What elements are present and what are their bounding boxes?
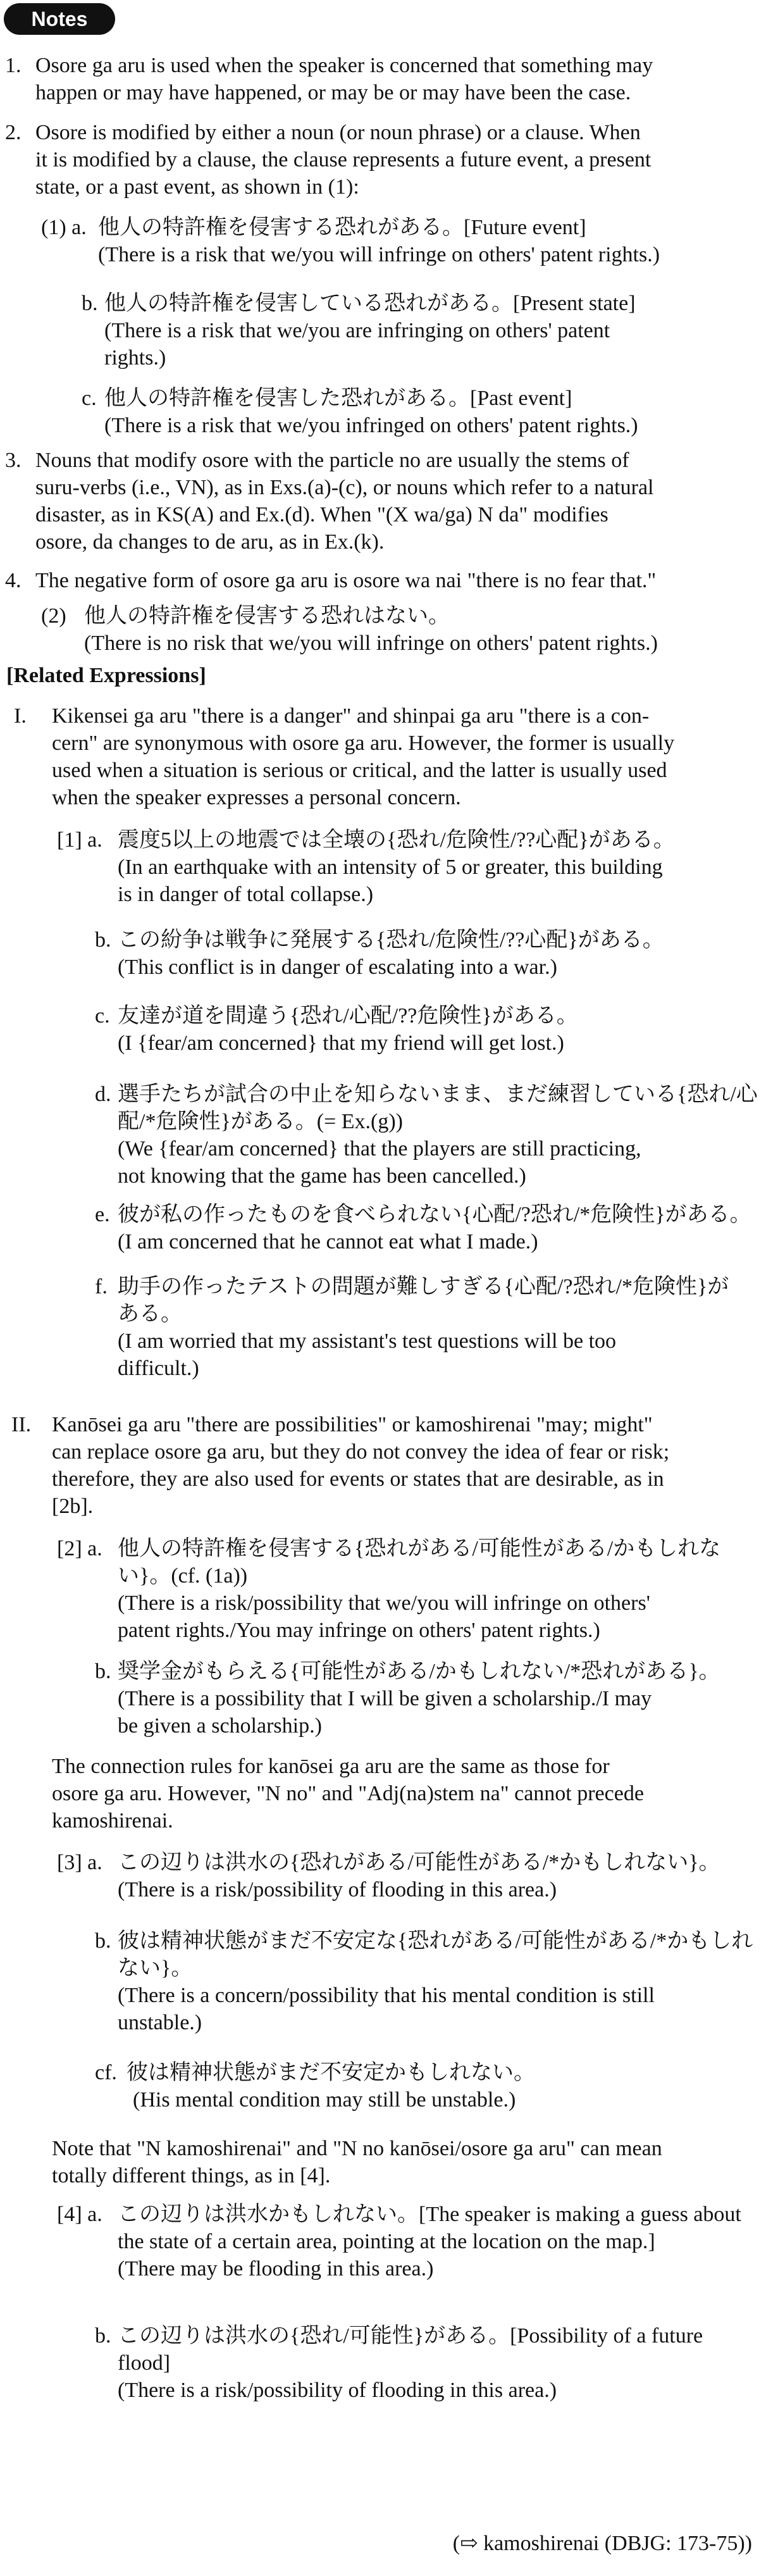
example-r1e bbox=[57, 1201, 759, 1255]
note-number: 4. bbox=[5, 569, 22, 592]
related-line: can replace osore ga aru, but they do not convey the idea of fear or risk; bbox=[52, 1440, 670, 1464]
note-line: osore, da changes to de aru, as in Ex.(k). bbox=[35, 530, 385, 554]
example-en: patent rights./You may infringe on others' patent rights.) bbox=[118, 1619, 600, 1642]
example-en: (There is a risk/possibility of flooding in this area.) bbox=[118, 2379, 557, 2402]
example-jp: 友達が道を間違う{恐れ/心配/??危険性}がある。 bbox=[118, 1004, 578, 1028]
note-line: disaster, as in KS(A) and Ex.(d). When "(X wa/ga) N da" modifies bbox=[35, 503, 608, 526]
example-label: (2) bbox=[41, 604, 66, 628]
example-label: c. bbox=[82, 387, 97, 410]
note-number: 3. bbox=[5, 449, 22, 472]
example-jp: 助手の作ったテストの問題が難しすぎる{心配/?恐れ/*危険性}が bbox=[118, 1275, 729, 1298]
example-en: (There may be flooding in this area.) bbox=[118, 2257, 434, 2280]
note-2 bbox=[5, 119, 758, 201]
example-en: (There is no risk that we/you will infringe on others' patent rights.) bbox=[84, 632, 658, 655]
related-number: I. bbox=[14, 704, 27, 728]
example-en: (I am concerned that he cannot eat what I made.) bbox=[118, 1230, 538, 1254]
example-r3-cf bbox=[57, 2059, 759, 2113]
example-en: difficult.) bbox=[118, 1357, 199, 1380]
note-4 bbox=[5, 567, 758, 594]
example-jp: 彼は精神状態がまだ不安定な{恐れがある/可能性がある/*かもしれ bbox=[118, 1929, 753, 1953]
paragraph-line: The connection rules for kanōsei ga aru are the same as those for bbox=[52, 1755, 610, 1778]
note-line: Nouns that modify osore with the particle no are usually the stems of bbox=[35, 449, 629, 472]
example-label: [1] a. bbox=[57, 828, 102, 852]
example-en: (There is a concern/possibility that his mental condition is still bbox=[118, 1984, 655, 2007]
example-en: (His mental condition may still be unstable.) bbox=[133, 2088, 516, 2112]
example-r2b bbox=[57, 1658, 759, 1739]
example-2 bbox=[41, 602, 762, 657]
example-en: rights.) bbox=[104, 346, 166, 370]
example-1b bbox=[41, 290, 762, 371]
example-label: b. bbox=[95, 1660, 111, 1683]
example-label: [3] a. bbox=[57, 1851, 102, 1874]
note-line: The negative form of osore ga aru is osore wa nai "there is no fear that." bbox=[35, 569, 657, 592]
example-en: be given a scholarship.) bbox=[118, 1714, 322, 1738]
example-en: is in danger of total collapse.) bbox=[118, 883, 374, 906]
example-en: (There is a risk that we/you are infringing on others' patent bbox=[104, 319, 610, 342]
paragraph-line: Note that "N kamoshirenai" and "N no kanōsei/osore ga aru" can mean bbox=[52, 2137, 662, 2160]
example-en: (I {fear/am concerned} that my friend will get lost.) bbox=[118, 1031, 564, 1055]
note-1 bbox=[5, 52, 758, 106]
note-line: Osore is modified by either a noun (or noun phrase) or a clause. When bbox=[35, 121, 641, 144]
example-1a bbox=[41, 214, 762, 268]
example-r1d bbox=[57, 1081, 759, 1190]
example-label: f. bbox=[95, 1275, 108, 1298]
example-label: d. bbox=[95, 1083, 111, 1106]
connection-rules-paragraph bbox=[52, 1753, 760, 1834]
example-1c bbox=[41, 385, 762, 439]
example-jp: 選手たちが試合の中止を知らないまま、まだ練習している{恐れ/心 bbox=[118, 1083, 758, 1106]
related-line: Kikensei ga aru "there is a danger" and shinpai ga aru "there is a con- bbox=[52, 704, 650, 728]
example-r4b bbox=[57, 2322, 759, 2404]
note-line: suru-verbs (i.e., VN), as in Exs.(a)-(c), or nouns which refer to a natural bbox=[35, 476, 654, 499]
example-r1f bbox=[57, 1273, 759, 1382]
related-2 bbox=[6, 1411, 759, 1520]
example-jp: 奨学金がもらえる{可能性がある/かもしれない/*恐れがある}。 bbox=[118, 1660, 720, 1683]
note-paragraph bbox=[52, 2135, 760, 2189]
example-jp: flood] bbox=[118, 2351, 171, 2375]
note-number: 2. bbox=[5, 121, 22, 144]
example-en: not knowing that the game has been cancelled.) bbox=[118, 1164, 526, 1188]
related-line: used when a situation is serious or critical, and the latter is usually used bbox=[52, 759, 667, 782]
example-label: [4] a. bbox=[57, 2203, 102, 2226]
example-label: [2] a. bbox=[57, 1537, 102, 1560]
example-r3b bbox=[57, 1927, 759, 2036]
paragraph-line: totally different things, as in [4]. bbox=[52, 2164, 331, 2187]
note-3 bbox=[5, 447, 758, 556]
example-jp: 他人の特許権を侵害している恐れがある。[Present state] bbox=[104, 292, 636, 315]
example-en: unstable.) bbox=[118, 2011, 202, 2034]
related-line: [2b]. bbox=[52, 1495, 94, 1518]
example-label: cf. bbox=[95, 2061, 117, 2084]
example-jp: the state of a certain area, pointing at the location on the map.] bbox=[118, 2230, 655, 2253]
cross-reference: (⇨ kamoshirenai (DBJG: 173-75)) bbox=[452, 2532, 752, 2555]
note-line: state, or a past event, as shown in (1): bbox=[35, 175, 359, 199]
example-r1b bbox=[57, 926, 759, 981]
example-jp: 配/*危険性}がある。(= Ex.(g)) bbox=[118, 1110, 403, 1133]
example-en: (I am worried that my assistant's test questions will be too bbox=[118, 1329, 617, 1353]
notes-badge: Notes bbox=[4, 3, 115, 35]
note-line: Osore ga aru is used when the speaker is concerned that something may bbox=[35, 54, 653, 77]
related-1 bbox=[6, 702, 759, 811]
example-label: b. bbox=[95, 2324, 111, 2348]
example-jp: 他人の特許権を侵害する恐れはない。 bbox=[84, 604, 450, 628]
paragraph-line: kamoshirenai. bbox=[52, 1809, 173, 1832]
example-jp: この辺りは洪水かもしれない。[The speaker is making a guess about bbox=[118, 2203, 741, 2226]
note-line: happen or may have happened, or may be or may have been the case. bbox=[35, 81, 631, 104]
example-label: b. bbox=[95, 1929, 111, 1953]
example-jp: この辺りは洪水の{恐れがある/可能性がある/*かもしれない}。 bbox=[118, 1851, 720, 1874]
example-en: (There is a risk that we/you infringed on others' patent rights.) bbox=[104, 414, 638, 437]
related-expressions-heading: [Related Expressions] bbox=[6, 664, 206, 687]
related-line: therefore, they are also used for events or states that are desirable, as in bbox=[52, 1467, 664, 1491]
example-r4a bbox=[57, 2201, 759, 2282]
example-en: (There is a risk/possibility of flooding in this area.) bbox=[118, 1878, 557, 1901]
example-jp: ある。 bbox=[118, 1302, 182, 1326]
example-jp: ない}。 bbox=[118, 1957, 193, 1980]
example-jp: 他人の特許権を侵害した恐れがある。[Past event] bbox=[104, 387, 572, 410]
example-r3a bbox=[57, 1849, 759, 1903]
example-label: c. bbox=[95, 1004, 110, 1028]
note-number: 1. bbox=[5, 54, 22, 77]
example-r1a bbox=[57, 826, 759, 908]
example-label: e. bbox=[95, 1203, 110, 1226]
example-jp: 彼が私の作ったものを食べられない{心配/?恐れ/*危険性}がある。 bbox=[118, 1203, 751, 1226]
example-label: b. bbox=[82, 292, 98, 315]
example-en: (In an earthquake with an intensity of 5 or greater, this building bbox=[118, 856, 663, 879]
related-line: Kanōsei ga aru "there are possibilities" or kamoshirenai "may; might" bbox=[52, 1413, 653, 1436]
example-jp: 他人の特許権を侵害する恐れがある。[Future event] bbox=[98, 216, 586, 239]
example-en: (There is a risk that we/you will infringe on others' patent rights.) bbox=[98, 243, 660, 266]
example-jp: この紛争は戦争に発展する{恐れ/危険性/??心配}がある。 bbox=[118, 928, 664, 952]
example-en: (We {fear/am concerned} that the players are still practicing, bbox=[118, 1137, 641, 1160]
related-line: when the speaker expresses a personal concern. bbox=[52, 786, 461, 809]
note-line: it is modified by a clause, the clause represents a future event, a present bbox=[35, 148, 652, 171]
related-line: cern" are synonymous with osore ga aru. However, the former is usually bbox=[52, 731, 675, 755]
example-en: (There is a possibility that I will be given a scholarship./I may bbox=[118, 1687, 652, 1710]
example-jp: 他人の特許権を侵害する{恐れがある/可能性がある/かもしれな bbox=[118, 1537, 721, 1560]
example-label: b. bbox=[95, 928, 111, 952]
example-en: (This conflict is in danger of escalating into a war.) bbox=[118, 955, 557, 979]
example-r2a bbox=[57, 1535, 759, 1644]
example-r1c bbox=[57, 1002, 759, 1057]
paragraph-line: osore ga aru. However, "N no" and "Adj(na)stem na" cannot precede bbox=[52, 1782, 644, 1805]
related-number: II. bbox=[11, 1413, 32, 1436]
example-en: (There is a risk/possibility that we/you will infringe on others' bbox=[118, 1591, 650, 1615]
example-jp: い}。(cf. (1a)) bbox=[118, 1564, 248, 1588]
example-label: (1) a. bbox=[41, 216, 87, 239]
example-jp: この辺りは洪水の{恐れ/可能性}がある。[Possibility of a future bbox=[118, 2324, 703, 2348]
example-jp: 彼は精神状態がまだ不安定かもしれない。 bbox=[127, 2061, 535, 2084]
example-jp: 震度5以上の地震では全壊の{恐れ/危険性/??心配}がある。 bbox=[118, 828, 675, 852]
